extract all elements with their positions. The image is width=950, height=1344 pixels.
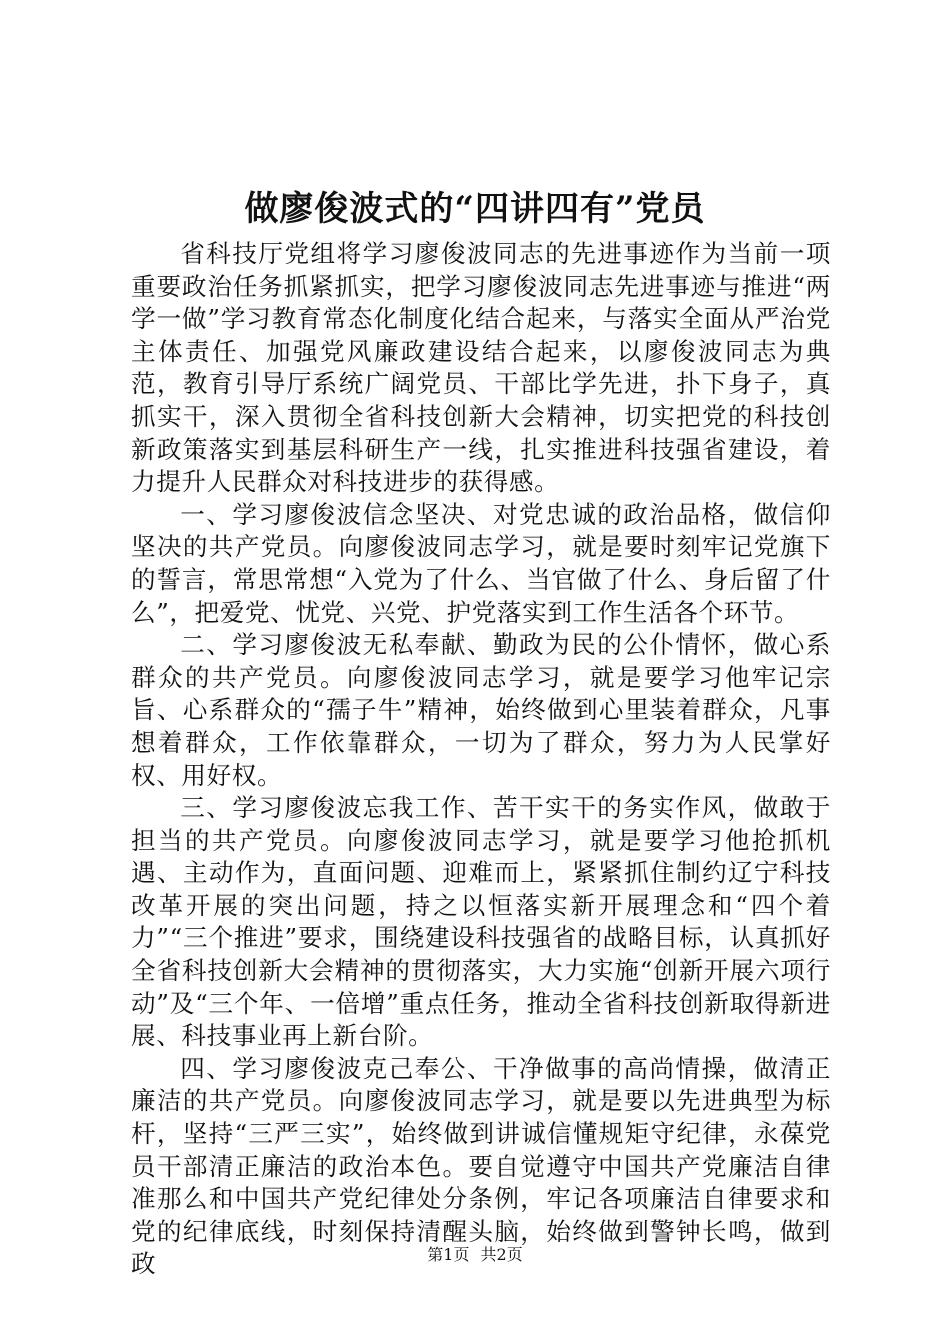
- paragraph-intro: 省科技厅党组将学习廖俊波同志的先进事迹作为当前一项重要政治任务抓紧抓实，把学习廖俊波同志先进事迹与推进“两学一做”学习教育常态化制度化结合起来，与落实全面从严治党主体责任、加强党风廉政建设结合起来，以廖俊波同志为典范，教育引导厅系统广阔党员、干部比学先进，扑下身子，真抓实干，深入贯彻全省科技创新大会精神，切实把党的科技创新政策落实到基层科研生产一线，扎实推进科技强省建设，着力提升人民群众对科技进步的获得感。: [131, 239, 831, 497]
- paragraph-point-2: 二、学习廖俊波无私奉献、勤政为民的公仆情怀，做心系群众的共产党员。向廖俊波同志学习，就是要学习他牢记宗旨、心系群众的“孺子牛”精神，始终做到心里装着群众，凡事想着群众，工作依靠群众，一切为了群众，努力为人民掌好权、用好权。: [131, 630, 831, 790]
- page-total: 共2页: [480, 1245, 523, 1264]
- paragraph-point-1: 一、学习廖俊波信念坚决、对党忠诚的政治品格，做信仰坚决的共产党员。向廖俊波同志学习，就是要时刻牢记党旗下的誓言，常思常想“入党为了什么、当官做了什么、身后留了什么”，把爱党、忧党、兴党、护党落实到工作生活各个环节。: [131, 499, 831, 627]
- page-footer: [0, 1245, 950, 1265]
- document-body: [131, 238, 831, 1281]
- paragraph-point-4: 四、学习廖俊波克己奉公、干净做事的高尚情操，做清正廉洁的共产党员。向廖俊波同志学习，就是要以先进典型为标杆，坚持“三严三实”，始终做到讲诚信懂规矩守纪律，永葆党员干部清正廉洁的政治本色。要自觉遵守中国共产党廉洁自律准那么和中国共产党纪律处分条例，牢记各项廉洁自律要求和党的纪律底线，时刻保持清醒头脑，始终做到警钟长鸣，做到政: [131, 1053, 831, 1279]
- page-number: 第1页: [427, 1245, 470, 1264]
- document-title: 做廖俊波式的“四讲四有”党员: [244, 189, 706, 229]
- paragraph-point-3: 三、学习廖俊波忘我工作、苦干实干的务实作风，做敢于担当的共产党员。向廖俊波同志学习，就是要学习他抢抓机遇、主动作为，直面问题、迎难而上，紧紧抓住制约辽宁科技改革开展的突出问题，持之以恒落实新开展理念和“四个着力”“三个推进”要求，围绕建设科技强省的战略目标，认真抓好全省科技创新大会精神的贯彻落实，大力实施“创新开展六项行动”及“三个年、一倍增”重点任务，推动全省科技创新取得新进展、科技事业再上新台阶。: [131, 793, 831, 1051]
